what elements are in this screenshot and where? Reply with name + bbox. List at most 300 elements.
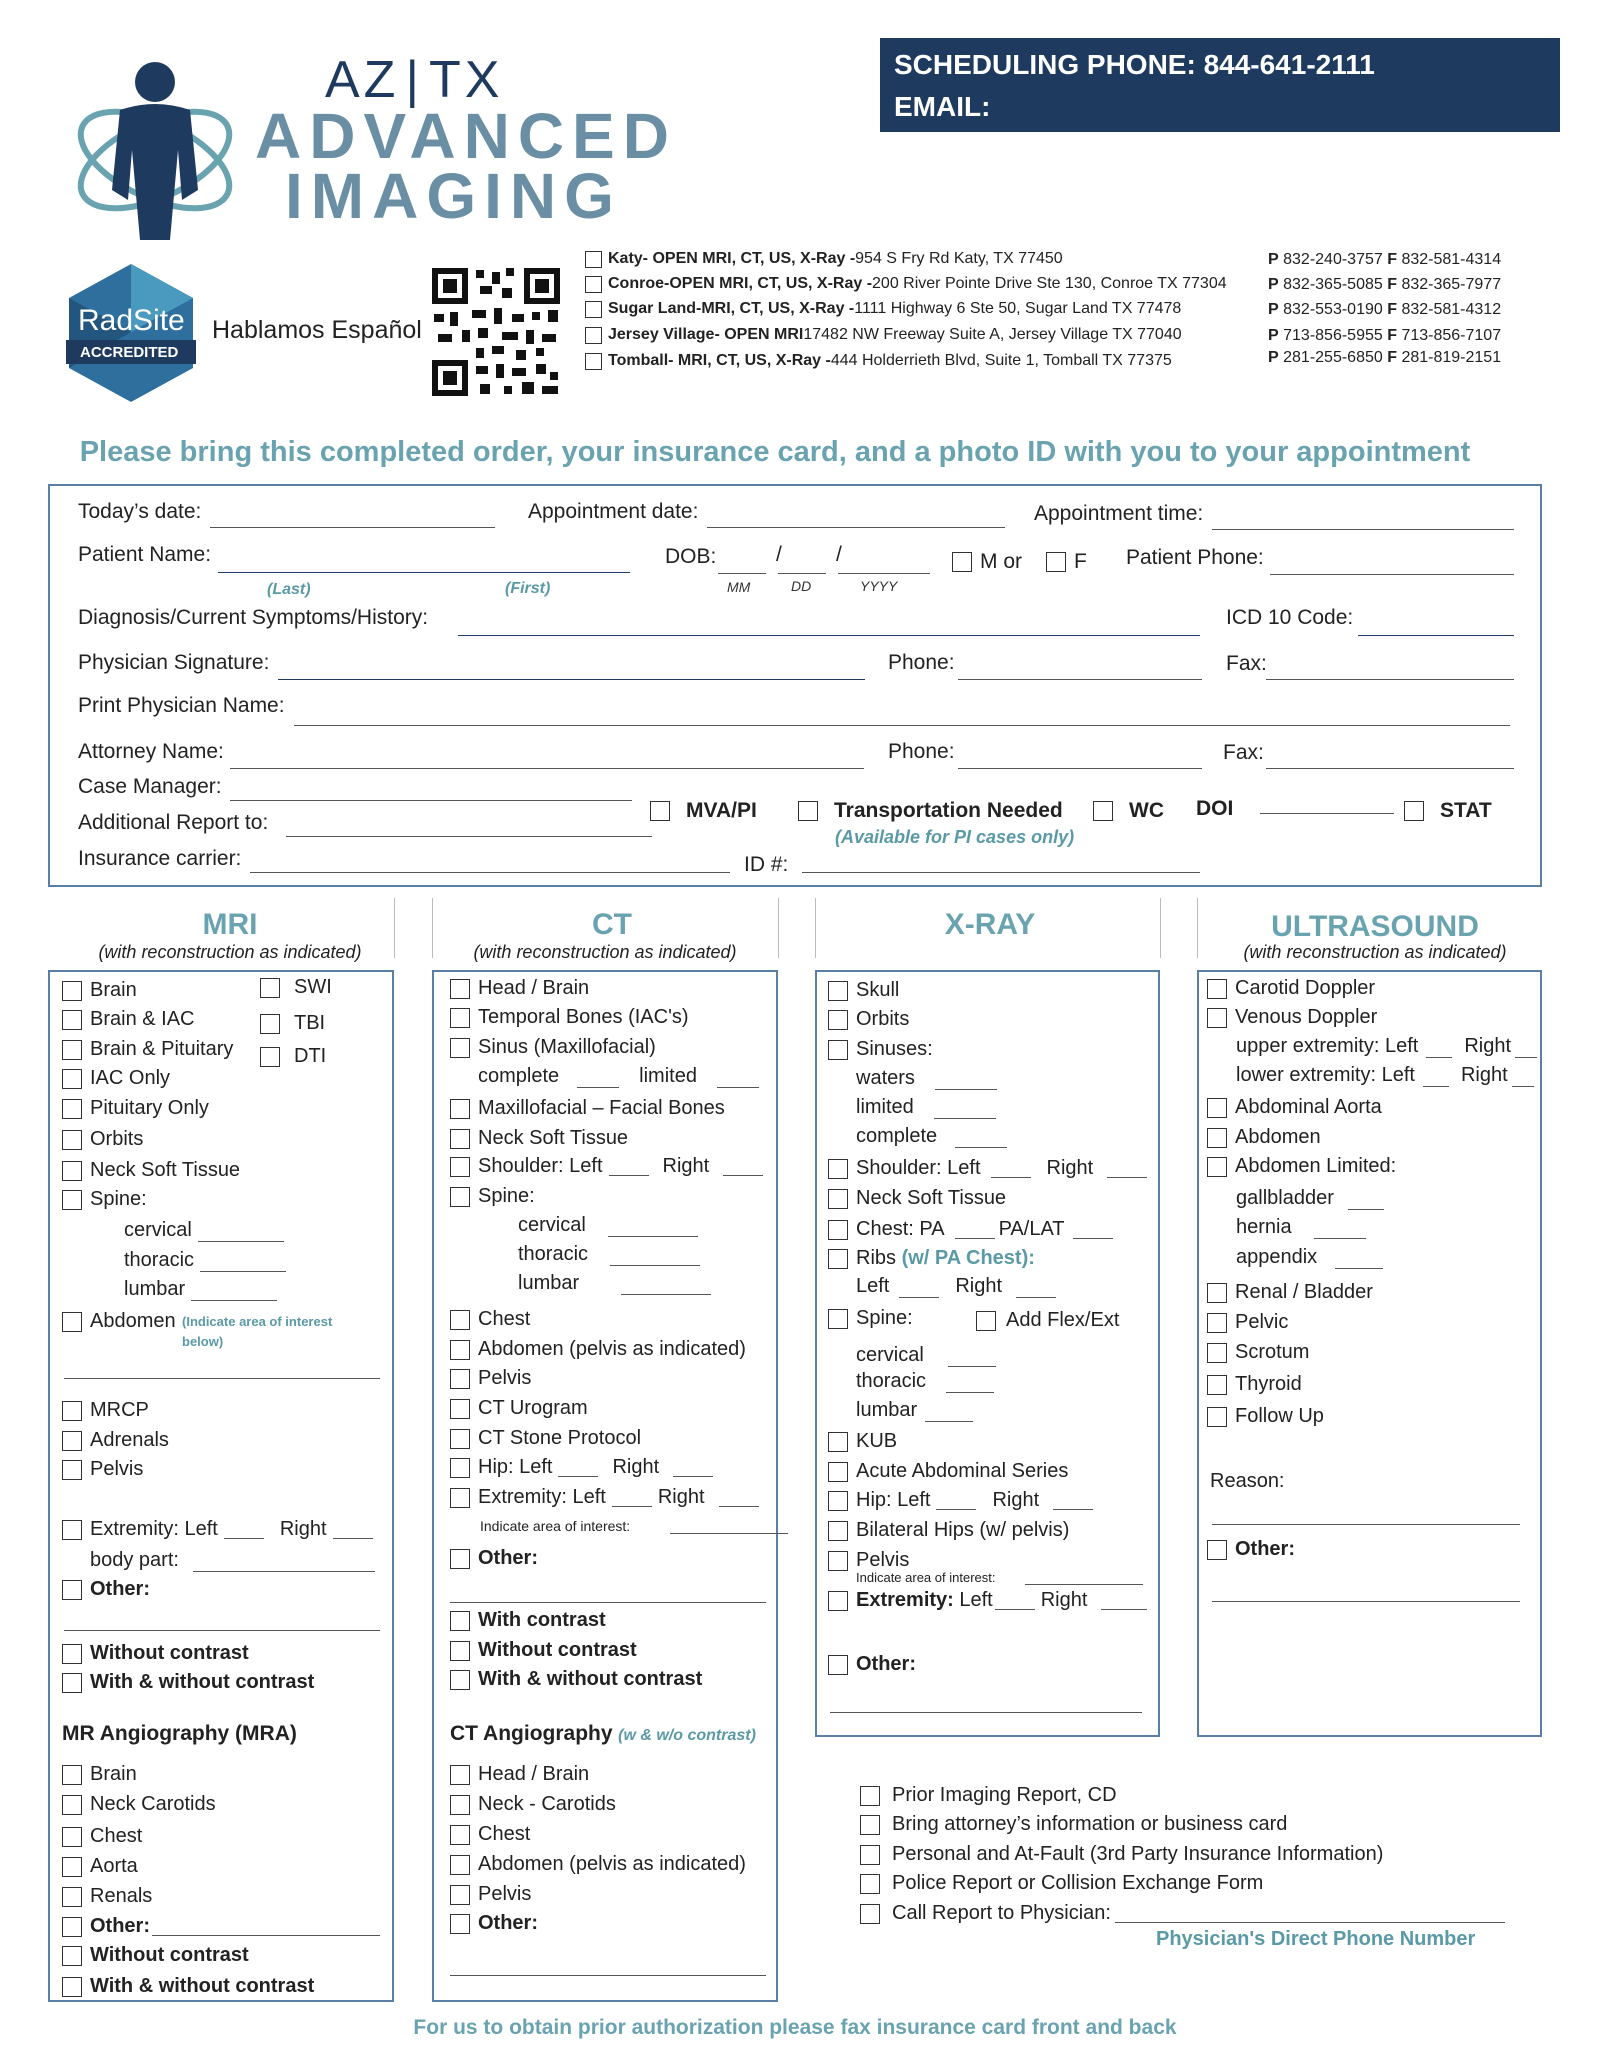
xray-sinuses[interactable]: Sinuses: bbox=[828, 1038, 933, 1061]
location-phone-fax: P 832-240-3757 F 832-581-4314 bbox=[1268, 251, 1502, 268]
contact-banner bbox=[880, 38, 1560, 164]
physician-signature-label: Physician Signature: bbox=[78, 651, 270, 674]
ct-extremity[interactable]: Extremity: Left Right bbox=[450, 1486, 759, 1509]
mri-other[interactable]: Other: bbox=[62, 1578, 150, 1601]
ct-temporal-bones[interactable]: Temporal Bones (IAC's) bbox=[450, 1006, 689, 1029]
checkbox-icon[interactable] bbox=[450, 1885, 470, 1905]
checkbox-icon[interactable] bbox=[62, 1795, 82, 1815]
radsite-name: RadSite bbox=[78, 304, 185, 337]
us-upper-extremity[interactable]: upper extremity: Left Right bbox=[1236, 1035, 1537, 1058]
us-abdomen-limited[interactable]: Abdomen Limited: bbox=[1207, 1155, 1396, 1178]
xray-neck-soft-tissue[interactable]: Neck Soft Tissue bbox=[828, 1187, 1006, 1210]
prior-imaging-option[interactable]: Prior Imaging Report, CD bbox=[860, 1784, 1117, 1807]
mra-renals[interactable]: Renals bbox=[62, 1885, 152, 1908]
physician-phone-field[interactable] bbox=[958, 679, 1202, 680]
xray-hip[interactable]: Hip: Left Right bbox=[828, 1489, 1093, 1512]
police-report-option[interactable]: Police Report or Collision Exchange Form bbox=[860, 1872, 1263, 1895]
checkbox-icon[interactable] bbox=[450, 1157, 470, 1177]
mri-orbits[interactable]: Orbits bbox=[62, 1128, 143, 1151]
dob-mm-field[interactable] bbox=[718, 573, 766, 574]
checkbox-icon[interactable] bbox=[1207, 1540, 1227, 1560]
dob-mm-hint: MM bbox=[727, 579, 751, 595]
dob-yyyy-field[interactable] bbox=[838, 573, 930, 574]
xray-acute-abdominal[interactable]: Acute Abdominal Series bbox=[828, 1460, 1068, 1483]
xray-indicate-area[interactable]: Indicate area of interest: bbox=[856, 1570, 1143, 1585]
mri-neck-soft-tissue[interactable]: Neck Soft Tissue bbox=[62, 1159, 240, 1182]
physician-phone-label: Phone: bbox=[888, 651, 955, 674]
checkbox-icon[interactable] bbox=[62, 1644, 82, 1664]
ct-maxillofacial[interactable]: Maxillofacial – Facial Bones bbox=[450, 1097, 725, 1120]
attorney-phone-label: Phone: bbox=[888, 740, 955, 763]
checkbox-icon[interactable] bbox=[62, 1580, 82, 1600]
logo-imaging: IMAGING bbox=[285, 160, 622, 232]
mri-mrcp[interactable]: MRCP bbox=[62, 1399, 149, 1422]
checkbox-icon[interactable] bbox=[860, 1874, 880, 1894]
patient-name-field[interactable] bbox=[218, 572, 630, 573]
checkbox-icon[interactable] bbox=[650, 801, 670, 821]
dob-yyyy-hint: YYYY bbox=[860, 578, 898, 594]
sex-female-option[interactable]: F bbox=[1046, 550, 1087, 574]
dob-label: DOB: bbox=[665, 545, 717, 568]
insurance-field[interactable] bbox=[250, 872, 730, 873]
checkbox-icon[interactable] bbox=[798, 801, 818, 821]
logo-tx: TX bbox=[428, 51, 504, 109]
case-manager-label: Case Manager: bbox=[78, 775, 222, 798]
location-phone-fax: P 832-553-0190 F 832-581-4312 bbox=[1268, 301, 1502, 318]
checkbox-icon[interactable] bbox=[450, 979, 470, 999]
location-sugar-land[interactable]: Sugar Land-MRI, CT, US, X-Ray - 1111 Highway 6 Ste 50, Sugar Land TX 77478 bbox=[585, 300, 1181, 318]
checkbox-icon[interactable] bbox=[585, 276, 602, 293]
checkbox-icon[interactable] bbox=[828, 981, 848, 1001]
checkbox-icon[interactable] bbox=[976, 1311, 996, 1331]
us-abdominal-aorta[interactable]: Abdominal Aorta bbox=[1207, 1096, 1382, 1119]
us-other-field[interactable] bbox=[1212, 1601, 1520, 1602]
radsite-badge bbox=[66, 262, 196, 404]
hablamos-espanol: Hablamos Español bbox=[212, 316, 422, 344]
checkbox-icon[interactable] bbox=[828, 1249, 848, 1269]
checkbox-icon[interactable] bbox=[1207, 1375, 1227, 1395]
footer-note: For us to obtain prior authorization please fax insurance card front and back bbox=[413, 2016, 1177, 2039]
xray-sinus-limited[interactable]: limited bbox=[856, 1096, 996, 1119]
location-tomball[interactable]: Tomball- MRI, CT, US, X-Ray - 444 Holderrieth Blvd, Suite 1, Tomball TX 77375 bbox=[585, 352, 1172, 370]
xray-spine-cervical[interactable]: cervical bbox=[856, 1344, 996, 1367]
additional-report-label: Additional Report to: bbox=[78, 811, 269, 834]
mra-without-contrast[interactable]: Without contrast bbox=[62, 1944, 249, 1967]
xray-kub[interactable]: KUB bbox=[828, 1430, 897, 1453]
checkbox-icon[interactable] bbox=[450, 1549, 470, 1569]
xray-bilateral-hips[interactable]: Bilateral Hips (w/ pelvis) bbox=[828, 1519, 1069, 1542]
print-physician-label: Print Physician Name: bbox=[78, 694, 285, 717]
us-follow-up[interactable]: Follow Up bbox=[1207, 1405, 1324, 1428]
print-physician-field[interactable] bbox=[294, 725, 1510, 726]
diagnosis-field[interactable] bbox=[458, 635, 1200, 636]
checkbox-icon[interactable] bbox=[450, 1458, 470, 1478]
ct-neck-soft-tissue[interactable]: Neck Soft Tissue bbox=[450, 1127, 628, 1150]
us-appendix[interactable]: appendix bbox=[1236, 1246, 1383, 1269]
us-reason-label: Reason: bbox=[1210, 1470, 1285, 1492]
ct-sinus-options[interactable]: complete limited bbox=[478, 1065, 759, 1088]
appt-time-field[interactable] bbox=[1212, 529, 1514, 530]
ct-other-field[interactable] bbox=[450, 1602, 766, 1603]
checkbox-icon[interactable] bbox=[62, 981, 82, 1001]
mva-pi-option[interactable]: MVA/PI bbox=[650, 799, 757, 823]
checkbox-icon[interactable] bbox=[62, 1520, 82, 1540]
mra-aorta[interactable]: Aorta bbox=[62, 1855, 138, 1878]
checkbox-icon[interactable] bbox=[62, 1161, 82, 1181]
appt-time-label: Appointment time: bbox=[1034, 502, 1204, 525]
mri-brain[interactable]: Brain bbox=[62, 979, 137, 1002]
checkbox-icon[interactable] bbox=[952, 552, 972, 572]
checkbox-icon[interactable] bbox=[450, 1099, 470, 1119]
ct-stone-protocol[interactable]: CT Stone Protocol bbox=[450, 1427, 641, 1450]
checkbox-icon[interactable] bbox=[450, 1914, 470, 1934]
attorney-phone-field[interactable] bbox=[958, 768, 1202, 769]
insurance-id-label: ID #: bbox=[744, 853, 789, 876]
mri-spine-thoracic[interactable]: thoracic bbox=[124, 1249, 286, 1272]
xray-chest[interactable]: Chest: PA PA/LAT bbox=[828, 1218, 1113, 1241]
location-katy[interactable]: Katy- OPEN MRI, CT, US, X-Ray - 954 S Fry Rd Katy, TX 77450 bbox=[585, 250, 1063, 268]
mra-neck-carotids[interactable]: Neck Carotids bbox=[62, 1793, 216, 1816]
checkbox-icon[interactable] bbox=[828, 1309, 848, 1329]
transportation-option[interactable]: Transportation Needed bbox=[798, 799, 1063, 823]
transportation-note: (Available for PI cases only) bbox=[835, 827, 1075, 847]
cta-abdomen[interactable]: Abdomen (pelvis as indicated) bbox=[450, 1853, 746, 1876]
checkbox-icon[interactable] bbox=[62, 1069, 82, 1089]
attorney-info-option[interactable]: Bring attorney’s information or business card bbox=[860, 1813, 1287, 1836]
checkbox-icon[interactable] bbox=[1207, 1157, 1227, 1177]
us-carotid-doppler[interactable]: Carotid Doppler bbox=[1207, 977, 1375, 1000]
patient-phone-label: Patient Phone: bbox=[1126, 546, 1264, 569]
us-lower-extremity[interactable]: lower extremity: Left Right bbox=[1236, 1064, 1534, 1087]
checkbox-icon[interactable] bbox=[828, 1220, 848, 1240]
checkbox-icon[interactable] bbox=[585, 251, 602, 268]
mri-brain-pituitary[interactable]: Brain & Pituitary bbox=[62, 1038, 233, 1061]
ct-other[interactable]: Other: bbox=[450, 1547, 538, 1570]
checkbox-icon[interactable] bbox=[62, 1460, 82, 1480]
us-venous-doppler[interactable]: Venous Doppler bbox=[1207, 1006, 1377, 1029]
mra-with-without-contrast[interactable]: With & without contrast bbox=[62, 1975, 314, 1998]
patient-phone-field[interactable] bbox=[1270, 574, 1514, 575]
ct-chest[interactable]: Chest bbox=[450, 1308, 530, 1331]
mri-abdomen[interactable]: Abdomen bbox=[62, 1310, 176, 1333]
mri-spine-lumbar[interactable]: lumbar bbox=[124, 1278, 277, 1301]
case-manager-field[interactable] bbox=[230, 800, 632, 801]
us-abdomen[interactable]: Abdomen bbox=[1207, 1126, 1321, 1149]
checkbox-icon[interactable] bbox=[828, 1432, 848, 1452]
us-pelvic[interactable]: Pelvic bbox=[1207, 1311, 1288, 1334]
attorney-label: Attorney Name: bbox=[78, 740, 224, 763]
mra-brain[interactable]: Brain bbox=[62, 1763, 137, 1786]
mri-heading: MRI bbox=[202, 908, 258, 941]
checkbox-icon[interactable] bbox=[1207, 1407, 1227, 1427]
xray-skull[interactable]: Skull bbox=[828, 979, 899, 1002]
checkbox-icon[interactable] bbox=[585, 327, 602, 344]
ultrasound-heading: ULTRASOUND bbox=[1271, 910, 1479, 943]
mri-with-without-contrast[interactable]: With & without contrast bbox=[62, 1671, 314, 1694]
ct-spine-lumbar[interactable]: lumbar bbox=[518, 1272, 711, 1295]
location-jersey-village[interactable]: Jersey Village- OPEN MRI 17482 NW Freeway Suite A, Jersey Village TX 77040 bbox=[585, 326, 1182, 344]
xray-pelvis[interactable]: Pelvis bbox=[828, 1549, 909, 1572]
checkbox-icon[interactable] bbox=[828, 1189, 848, 1209]
physician-fax-field[interactable] bbox=[1266, 679, 1514, 680]
checkbox-icon[interactable] bbox=[585, 301, 602, 318]
xray-spine-lumbar[interactable]: lumbar bbox=[856, 1399, 973, 1422]
physician-direct-phone-hint: Physician's Direct Phone Number bbox=[1156, 1928, 1476, 1950]
ct-without-contrast[interactable]: Without contrast bbox=[450, 1639, 637, 1662]
mri-abdomen-note: (Indicate area of interest bbox=[182, 1314, 333, 1329]
attorney-fax-label: Fax: bbox=[1223, 741, 1264, 764]
scheduling-phone: SCHEDULING PHONE: 844-641-2111 bbox=[894, 49, 1375, 80]
icd-field[interactable] bbox=[1358, 635, 1514, 636]
checkbox-icon[interactable] bbox=[62, 1099, 82, 1119]
support-email: EMAIL: SUPPORT@TXADVANCEDIMAGING.COM bbox=[894, 91, 1446, 164]
checkbox-icon[interactable] bbox=[1404, 801, 1424, 821]
us-hernia[interactable]: hernia bbox=[1236, 1216, 1366, 1239]
checkbox-icon[interactable] bbox=[450, 1369, 470, 1389]
cta-head-brain[interactable]: Head / Brain bbox=[450, 1763, 589, 1786]
checkbox-icon[interactable] bbox=[450, 1429, 470, 1449]
mri-dti[interactable]: DTI bbox=[260, 1045, 326, 1068]
location-phone-fax: P 832-365-5085 F 832-365-7977 bbox=[1268, 276, 1502, 293]
checkbox-icon[interactable] bbox=[450, 1310, 470, 1330]
xray-sinus-waters[interactable]: waters bbox=[856, 1067, 997, 1090]
xray-extremity[interactable]: Extremity: Left Right bbox=[828, 1589, 1147, 1612]
radsite-accredited: ACCREDITED bbox=[80, 344, 179, 361]
ct-spine-thoracic[interactable]: thoracic bbox=[518, 1243, 700, 1266]
mri-tbi[interactable]: TBI bbox=[260, 1012, 325, 1035]
ct-abdomen[interactable]: Abdomen (pelvis as indicated) bbox=[450, 1338, 746, 1361]
checkbox-icon[interactable] bbox=[62, 1040, 82, 1060]
dob-slash: / bbox=[776, 543, 782, 566]
insurance-id-field[interactable] bbox=[802, 872, 1200, 873]
checkbox-icon[interactable] bbox=[450, 1008, 470, 1028]
checkbox-icon[interactable] bbox=[62, 1431, 82, 1451]
checkbox-icon[interactable] bbox=[62, 1130, 82, 1150]
insurance-label: Insurance carrier: bbox=[78, 847, 242, 870]
stat-option[interactable]: STAT bbox=[1404, 799, 1492, 823]
ct-spine-cervical[interactable]: cervical bbox=[518, 1214, 698, 1237]
cta-chest[interactable]: Chest bbox=[450, 1823, 530, 1846]
checkbox-icon[interactable] bbox=[585, 353, 602, 370]
checkbox-icon[interactable] bbox=[828, 1462, 848, 1482]
first-name-hint: (First) bbox=[505, 580, 551, 597]
checkbox-icon[interactable] bbox=[1207, 1128, 1227, 1148]
ct-urogram[interactable]: CT Urogram bbox=[450, 1397, 588, 1420]
body-figure-logo-icon bbox=[70, 50, 240, 240]
checkbox-icon[interactable] bbox=[828, 1655, 848, 1675]
xray-ribs-sides[interactable]: Left Right bbox=[856, 1275, 1056, 1298]
xray-orbits[interactable]: Orbits bbox=[828, 1008, 909, 1031]
checkbox-icon[interactable] bbox=[860, 1815, 880, 1835]
checkbox-icon[interactable] bbox=[62, 1827, 82, 1847]
xray-spine[interactable]: Spine: bbox=[828, 1307, 913, 1330]
us-gallbladder[interactable]: gallbladder bbox=[1236, 1187, 1384, 1210]
logo-az: AZ bbox=[325, 51, 400, 109]
checkbox-icon[interactable] bbox=[1207, 1283, 1227, 1303]
mri-brain-iac[interactable]: Brain & IAC bbox=[62, 1008, 194, 1031]
ct-shoulder[interactable]: Shoulder: Left Right bbox=[450, 1155, 763, 1178]
cta-heading: CT Angiography (w & w/o contrast) bbox=[450, 1722, 756, 1745]
checkbox-icon[interactable] bbox=[450, 1825, 470, 1845]
checkbox-icon[interactable] bbox=[450, 1670, 470, 1690]
patient-form-box bbox=[48, 484, 1542, 887]
mri-subheading: (with reconstruction as indicated) bbox=[98, 942, 362, 962]
cta-pelvis[interactable]: Pelvis bbox=[450, 1883, 531, 1906]
ct-sinus[interactable]: Sinus (Maxillofacial) bbox=[450, 1036, 656, 1059]
mri-spine-cervical[interactable]: cervical bbox=[124, 1219, 284, 1242]
logo: AZ | TX ADVANCED IMAGING bbox=[70, 50, 580, 240]
ct-head-brain[interactable]: Head / Brain bbox=[450, 977, 589, 1000]
mri-adrenals[interactable]: Adrenals bbox=[62, 1429, 169, 1452]
checkbox-icon[interactable] bbox=[860, 1904, 880, 1924]
call-report-option[interactable]: Call Report to Physician: bbox=[860, 1902, 1505, 1925]
checkbox-icon[interactable] bbox=[450, 1399, 470, 1419]
checkbox-icon[interactable] bbox=[450, 1187, 470, 1207]
us-other[interactable]: Other: bbox=[1207, 1538, 1295, 1561]
checkbox-icon[interactable] bbox=[860, 1786, 880, 1806]
ct-spine[interactable]: Spine: bbox=[450, 1185, 535, 1208]
checkbox-icon[interactable] bbox=[828, 1010, 848, 1030]
checkbox-icon[interactable] bbox=[860, 1845, 880, 1865]
checkbox-icon[interactable] bbox=[1207, 1098, 1227, 1118]
diagnosis-label: Diagnosis/Current Symptoms/History: bbox=[78, 606, 429, 629]
mra-chest[interactable]: Chest bbox=[62, 1825, 142, 1848]
checkbox-icon[interactable] bbox=[1207, 1313, 1227, 1333]
checkbox-icon[interactable] bbox=[828, 1591, 848, 1611]
checkbox-icon[interactable] bbox=[450, 1855, 470, 1875]
dob-dd-hint: DD bbox=[791, 578, 812, 594]
checkbox-icon[interactable] bbox=[450, 1795, 470, 1815]
checkbox-icon[interactable] bbox=[450, 1129, 470, 1149]
mri-without-contrast[interactable]: Without contrast bbox=[62, 1642, 249, 1665]
xray-sinus-complete[interactable]: complete bbox=[856, 1125, 1007, 1148]
dob-dd-field[interactable] bbox=[778, 573, 826, 574]
checkbox-icon[interactable] bbox=[62, 1887, 82, 1907]
logo-advanced: ADVANCED bbox=[255, 100, 677, 172]
checkbox-icon[interactable] bbox=[260, 978, 280, 998]
checkbox-icon[interactable] bbox=[62, 1946, 82, 1966]
checkbox-icon[interactable] bbox=[62, 1010, 82, 1030]
checkbox-icon[interactable] bbox=[62, 1190, 82, 1210]
additional-report-field[interactable] bbox=[286, 836, 652, 837]
checkbox-icon[interactable] bbox=[62, 1765, 82, 1785]
mri-extremity[interactable]: Extremity: Left Right bbox=[62, 1518, 373, 1541]
appt-date-label: Appointment date: bbox=[528, 500, 699, 523]
checkbox-icon[interactable] bbox=[62, 1977, 82, 1997]
mri-spine[interactable]: Spine: bbox=[62, 1188, 147, 1211]
physician-signature-field[interactable] bbox=[278, 679, 865, 680]
sex-male-option[interactable]: M or bbox=[952, 550, 1022, 574]
icd-label: ICD 10 Code: bbox=[1226, 606, 1354, 629]
qr-code-icon bbox=[432, 268, 560, 396]
location-conroe[interactable]: Conroe-OPEN MRI, CT, US, X-Ray - 200 River Pointe Drive Ste 130, Conroe TX 77304 bbox=[585, 275, 1227, 293]
xray-spine-thoracic[interactable]: thoracic bbox=[856, 1370, 994, 1393]
xray-other-field[interactable] bbox=[830, 1712, 1142, 1713]
xray-heading: X-RAY bbox=[944, 908, 1036, 941]
checkbox-icon[interactable] bbox=[828, 1551, 848, 1571]
checkbox-icon[interactable] bbox=[828, 1040, 848, 1060]
checkbox-icon[interactable] bbox=[62, 1312, 82, 1332]
checkbox-icon[interactable] bbox=[62, 1857, 82, 1877]
dob-slash: / bbox=[836, 543, 842, 566]
appt-date-field[interactable] bbox=[707, 527, 1005, 528]
attorney-fax-field[interactable] bbox=[1266, 768, 1514, 769]
personal-at-fault-option[interactable]: Personal and At-Fault (3rd Party Insurance Information) bbox=[860, 1843, 1383, 1866]
cta-other-field[interactable] bbox=[450, 1975, 766, 1976]
doi-field[interactable] bbox=[1260, 813, 1394, 814]
checkbox-icon[interactable] bbox=[1207, 1008, 1227, 1028]
ct-pelvis[interactable]: Pelvis bbox=[450, 1367, 531, 1390]
us-reason-field[interactable] bbox=[1212, 1524, 1520, 1525]
mra-other[interactable]: Other: bbox=[62, 1915, 380, 1938]
checkbox-icon[interactable] bbox=[450, 1038, 470, 1058]
us-scrotum[interactable]: Scrotum bbox=[1207, 1341, 1309, 1364]
cta-other[interactable]: Other: bbox=[450, 1912, 538, 1935]
xray-other[interactable]: Other: bbox=[828, 1653, 916, 1676]
column-divider bbox=[1197, 898, 1198, 958]
xray-shoulder[interactable]: Shoulder: Left Right bbox=[828, 1157, 1147, 1180]
checkbox-icon[interactable] bbox=[450, 1488, 470, 1508]
ct-indicate-area[interactable]: Indicate area of interest: bbox=[480, 1518, 788, 1534]
mri-abdomen-area-field[interactable] bbox=[64, 1378, 380, 1379]
doi-label: DOI bbox=[1196, 797, 1234, 820]
ct-with-without-contrast[interactable]: With & without contrast bbox=[450, 1668, 702, 1691]
checkbox-icon[interactable] bbox=[1207, 1343, 1227, 1363]
xray-ribs[interactable]: Ribs (w/ PA Chest): bbox=[828, 1247, 1035, 1270]
checkbox-icon[interactable] bbox=[450, 1340, 470, 1360]
checkbox-icon[interactable] bbox=[450, 1765, 470, 1785]
mri-body-part[interactable]: body part: bbox=[90, 1549, 375, 1572]
mri-iac-only[interactable]: IAC Only bbox=[62, 1067, 170, 1090]
physician-fax-label: Fax: bbox=[1226, 652, 1267, 675]
attorney-field[interactable] bbox=[230, 768, 864, 769]
ct-heading: CT bbox=[592, 908, 632, 941]
xray-add-flex-ext[interactable]: Add Flex/Ext bbox=[976, 1309, 1119, 1332]
instruction-banner: Please bring this completed order, your insurance card, and a photo ID with you to your appointment bbox=[79, 436, 1471, 468]
wc-option[interactable]: WC bbox=[1093, 799, 1164, 823]
mri-pelvis[interactable]: Pelvis bbox=[62, 1458, 143, 1481]
location-phone-fax: P 713-856-5955 F 713-856-7107 bbox=[1268, 327, 1502, 344]
us-thyroid[interactable]: Thyroid bbox=[1207, 1373, 1302, 1396]
checkbox-icon[interactable] bbox=[1207, 979, 1227, 999]
cta-neck-carotids[interactable]: Neck - Carotids bbox=[450, 1793, 616, 1816]
checkbox-icon[interactable] bbox=[1093, 801, 1113, 821]
mra-heading: MR Angiography (MRA) bbox=[62, 1722, 297, 1745]
checkbox-icon[interactable] bbox=[828, 1521, 848, 1541]
ct-hip[interactable]: Hip: Left Right bbox=[450, 1456, 713, 1479]
todays-date-label: Today’s date: bbox=[78, 500, 202, 523]
ct-with-contrast[interactable]: With contrast bbox=[450, 1609, 606, 1632]
checkbox-icon[interactable] bbox=[450, 1611, 470, 1631]
checkbox-icon[interactable] bbox=[828, 1159, 848, 1179]
mri-swi[interactable]: SWI bbox=[260, 976, 332, 999]
mri-pituitary-only[interactable]: Pituitary Only bbox=[62, 1097, 209, 1120]
ct-subheading: (with reconstruction as indicated) bbox=[473, 942, 737, 962]
us-renal-bladder[interactable]: Renal / Bladder bbox=[1207, 1281, 1373, 1304]
todays-date-field[interactable] bbox=[210, 527, 495, 528]
last-name-hint: (Last) bbox=[267, 581, 311, 598]
checkbox-icon[interactable] bbox=[828, 1491, 848, 1511]
checkbox-icon[interactable] bbox=[62, 1917, 82, 1937]
checkbox-icon[interactable] bbox=[450, 1641, 470, 1661]
checkbox-icon[interactable] bbox=[62, 1673, 82, 1693]
checkbox-icon[interactable] bbox=[260, 1014, 280, 1034]
checkbox-icon[interactable] bbox=[62, 1401, 82, 1421]
checkbox-icon[interactable] bbox=[260, 1047, 280, 1067]
ultrasound-subheading: (with reconstruction as indicated) bbox=[1243, 942, 1507, 962]
checkbox-icon[interactable] bbox=[1046, 552, 1066, 572]
mri-other-field[interactable] bbox=[64, 1630, 380, 1631]
